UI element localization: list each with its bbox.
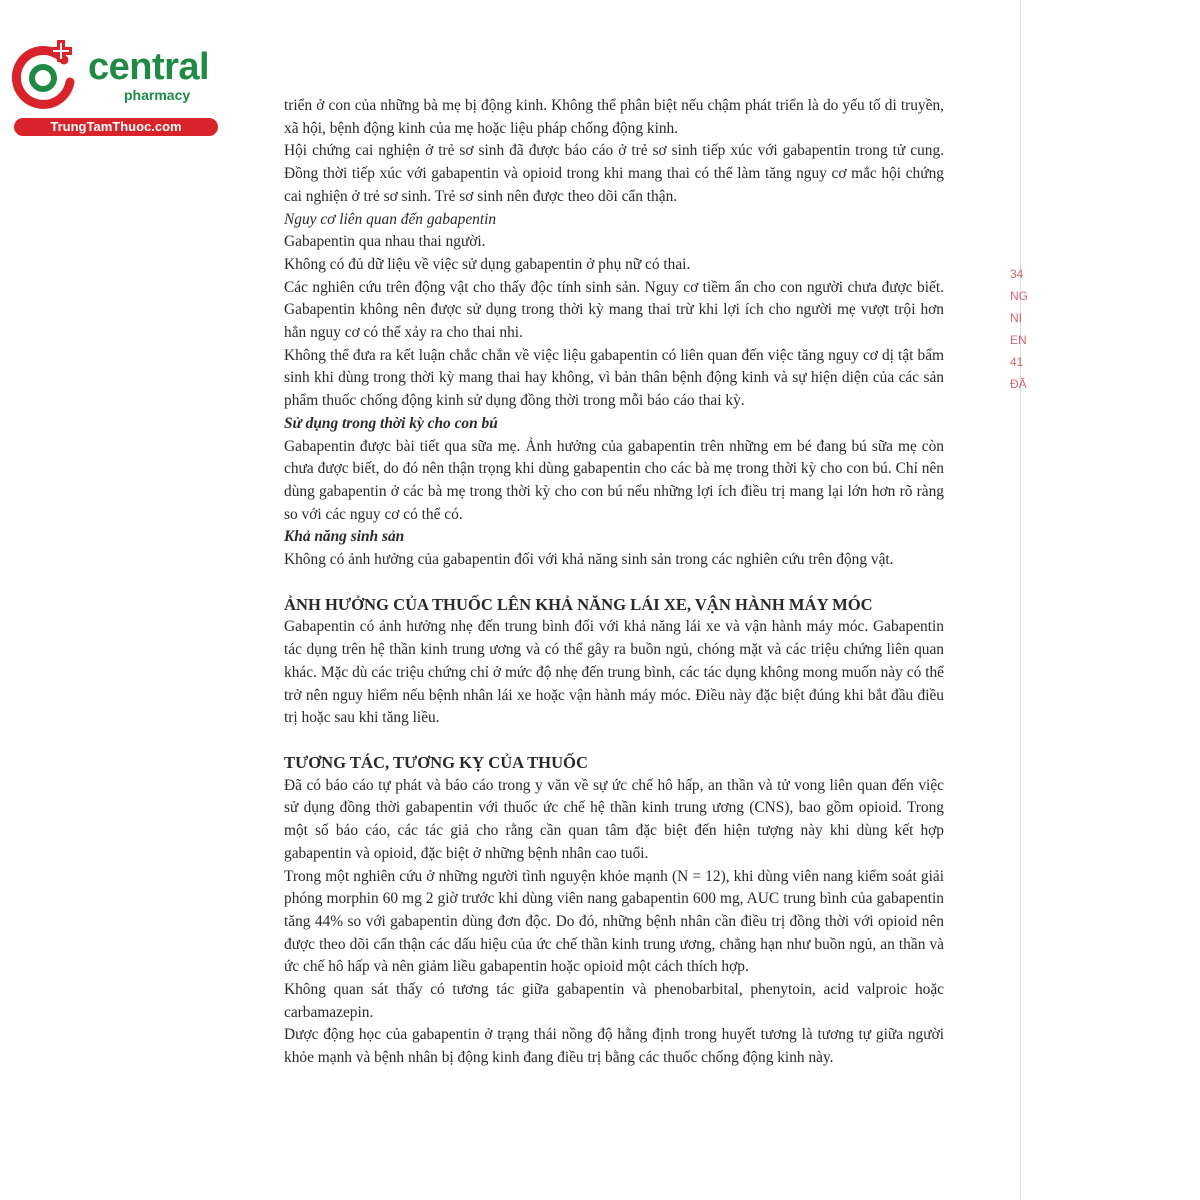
document-body [284,95,944,1070]
section-spacer [284,572,944,594]
paragraph: Hội chứng cai nghiện ở trẻ sơ sinh đã được báo cáo ở trẻ sơ sinh tiếp xúc với gabapentin trong tử cung. Đồng thời tiếp xúc với gabapentin và opioid trong khi mang thai có thể làm tăng nguy cơ mắc hội chứng cai nghiện ở trẻ sơ sinh. Trẻ sơ sinh nên được theo dõi cẩn thận. [284,142,944,205]
subheading-fertility: Khả năng sinh sản [284,528,405,546]
paragraph: Không thể đưa ra kết luận chắc chắn về việc liệu gabapentin có liên quan đến việc tăng nguy cơ dị tật bẩm sinh khi dùng trong thời kỳ mang thai hay không, vì bản thân bệnh động kinh và sự hiện diện của các sản phẩm thuốc chống động kinh sử dụng đồng thời trong mỗi báo cáo thai kỳ. [284,346,944,410]
logo-brand-name: central [88,46,210,88]
paragraph: Gabapentin được bài tiết qua sữa mẹ. Ảnh hưởng của gabapentin trên những em bé đang bú sữa mẹ còn chưa được biết, do đó nên thận trọng khi dùng gabapentin cho các bà mẹ trong thời kỳ cho con bú. Chỉ nên dùng gabapentin ở các bà mẹ trong thời kỳ cho con bú nếu những lợi ích điều trị mang lại lớn hơn rõ ràng so với các nguy cơ có thể có. [284,437,944,523]
margin-stamp [1010,267,1028,400]
paragraph: Trong một nghiên cứu ở những người tình nguyện khỏe mạnh (N = 12), khi dùng viên nang kiểm soát giải phóng morphin 60 mg 2 giờ trước khi dùng viên nang gabapentin 600 mg, AUC trung bình của gabapentin tăng 44% so với gabapentin dùng đơn độc. Do đó, những bệnh nhân cần điều trị đồng thời với opioid nên được theo dõi cẩn thận các dấu hiệu của ức chế thần kinh trung ương, chẳng hạn như buồn ngủ, an thần và ức chế hô hấp và nên giảm liều gabapentin hoặc opioid một cách thích hợp. [284,867,944,976]
logo-website-banner: TrungTamThuoc.com [14,118,218,136]
paragraph: Gabapentin có ảnh hưởng nhẹ đến trung bình đối với khả năng lái xe và vận hành máy móc. Gabapentin tác dụng trên hệ thần kinh trung ương và có thể gây ra buồn ngủ, chóng mặt và các triệu chứng liên quan khác. Mặc dù các triệu chứng chỉ ở mức độ nhẹ đến trung bình, các tác dụng không mong muốn này có thể trở nên nguy hiểm nếu bệnh nhân lái xe hoặc vận hành máy móc. Điều này đặc biệt đúng khi bắt đầu điều trị hoặc sau khi tăng liều. [284,618,944,727]
logo-subtitle: pharmacy [124,87,191,103]
margin-stamp-text: EN [1010,333,1027,347]
scan-page-edge [1020,0,1021,1200]
section-spacer [284,730,944,752]
margin-stamp-text: 41 [1010,355,1024,369]
margin-stamp-text: ĐĂ [1010,377,1027,391]
paragraph: triển ở con của những bà mẹ bị động kinh. Không thể phân biệt nếu chậm phát triển là do yếu tố di truyền, xã hội, bệnh động kinh của mẹ hoặc liệu pháp chống động kinh. [284,97,944,137]
paragraph: Không có ảnh hưởng của gabapentin đối với khả năng sinh sản trong các nghiên cứu trên động vật. [284,551,894,569]
paragraph: Các nghiên cứu trên động vật cho thấy độc tính sinh sản. Nguy cơ tiềm ẩn cho con người chưa được biết. Gabapentin không nên được sử dụng trong thời kỳ mang thai trừ khi lợi ích cho người mẹ vượt trội hơn hẳn nguy cơ có thể xảy ra cho thai nhi. [284,278,944,342]
margin-stamp-text: 34 [1010,267,1024,281]
paragraph: Dược động học của gabapentin ở trạng thái nồng độ hằng định trong huyết tương là tương tự giữa người khỏe mạnh và bệnh nhân bị động kinh đang điều trị bằng các thuốc chống động kinh này. [284,1026,944,1067]
paragraph: Không có đủ dữ liệu về việc sử dụng gabapentin ở phụ nữ có thai. [284,255,691,273]
margin-stamp-text: NI [1010,311,1022,325]
margin-stamp-text: NG [1010,289,1028,303]
subheading-lactation: Sử dụng trong thời kỳ cho con bú [284,414,498,432]
section-heading-interactions: TƯƠNG TÁC, TƯƠNG KỴ CỦA THUỐC [284,752,588,772]
paragraph: Không quan sát thấy có tương tác giữa gabapentin và phenobarbital, phenytoin, acid valproic hoặc carbamazepin. [284,981,944,1021]
section-heading-driving: ẢNH HƯỞNG CỦA THUỐC LÊN KHẢ NĂNG LÁI XE, VẬN HÀNH MÁY MÓC [284,594,873,614]
paragraph: Đã có báo cáo tự phát và báo cáo trong y văn về sự ức chế hô hấp, an thần và tử vong liên quan đến việc sử dụng đồng thời gabapentin với thuốc ức chế hệ thần kinh trung ương (CNS), bao gồm opioid. Trong một số báo cáo, các tác giả cho rằng cần quan tâm đặc biệt đến hiện tượng này khi dùng kết hợp gabapentin và opioid, đặc biệt ở những bệnh nhân cao tuổi. [284,776,944,862]
paragraph: Gabapentin qua nhau thai người. [284,233,486,251]
pharmacy-cross-logo-icon [8,38,84,114]
central-pharmacy-logo [8,38,218,138]
subheading-risk: Nguy cơ liên quan đến gabapentin [284,210,497,228]
